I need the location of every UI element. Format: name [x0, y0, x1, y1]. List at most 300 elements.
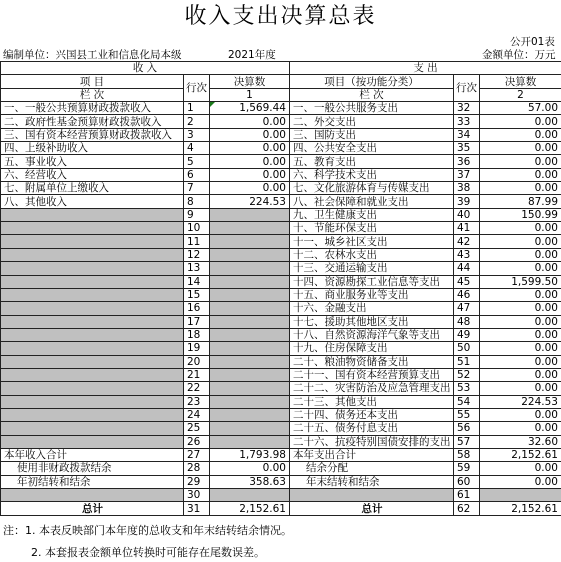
fiscal-year: 2021年度 — [228, 49, 276, 61]
expenditure-item-text: 本年支出合计 — [293, 449, 356, 462]
income-item-text: 总计 — [82, 502, 103, 515]
income-item-text: 使用非财政拨款结余 — [17, 462, 112, 475]
income-item — [1, 368, 184, 381]
income-item — [1, 408, 184, 421]
expenditure-item-text: 十四、资源勘探工业信息等支出 — [293, 275, 440, 288]
expenditure-line-number — [454, 182, 480, 195]
table-row — [1, 222, 561, 235]
income-item — [1, 248, 184, 261]
expenditure-amount-text: 0.00 — [534, 369, 558, 382]
income-amount — [210, 182, 290, 195]
expenditure-line-number — [454, 382, 480, 395]
income-line-number-text: 1 — [187, 102, 194, 115]
expenditure-amount-header: 决算数 — [480, 75, 561, 88]
expenditure-line-number — [454, 222, 480, 235]
income-line-number — [184, 288, 210, 301]
expenditure-amount — [480, 435, 561, 448]
income-amount-text: 0.00 — [262, 462, 286, 475]
income-amount-text: 0.00 — [262, 182, 286, 195]
income-line-number — [184, 435, 210, 448]
income-amount — [210, 235, 290, 248]
income-line-number-text: 4 — [187, 142, 194, 155]
income-line-number — [184, 155, 210, 168]
table-row — [1, 382, 561, 395]
table-row — [1, 142, 561, 155]
expenditure-amount-text: 224.53 — [521, 395, 558, 408]
income-item — [1, 422, 184, 435]
income-line-number-text: 7 — [187, 182, 194, 195]
expenditure-amount-text: 0.00 — [534, 355, 558, 368]
income-line-number — [184, 395, 210, 408]
income-line-number-text: 14 — [187, 275, 201, 288]
income-column-number: 1 — [210, 88, 290, 101]
expenditure-amount-text: 0.00 — [534, 248, 558, 261]
expenditure-item-text: 二十四、债务还本支出 — [293, 409, 398, 422]
income-amount-text: 358.63 — [249, 475, 286, 488]
income-line-number-text: 18 — [187, 329, 201, 342]
expenditure-line-number — [454, 422, 480, 435]
table-row — [1, 128, 561, 141]
income-line-number — [184, 489, 210, 502]
expenditure-line-number — [454, 475, 480, 488]
note-2: 2. 本套报表金额单位转换时可能存在尾数误差。 — [31, 546, 265, 559]
expenditure-line-number-text: 55 — [457, 409, 471, 422]
expenditure-line-number — [454, 235, 480, 248]
expenditure-item — [290, 102, 454, 115]
income-item — [1, 182, 184, 195]
income-line-number — [184, 142, 210, 155]
income-item — [1, 382, 184, 395]
income-line-number — [184, 355, 210, 368]
expenditure-item — [290, 395, 454, 408]
expenditure-line-number — [454, 368, 480, 381]
expenditure-item-text: 年末结转和结余 — [306, 475, 380, 488]
income-amount — [210, 448, 290, 461]
expenditure-line-number-text: 35 — [457, 142, 471, 155]
expenditure-item-text: 十五、商业服务业等支出 — [293, 289, 409, 302]
income-line-number — [184, 408, 210, 421]
income-line-number-text: 20 — [187, 355, 201, 368]
income-line-number — [184, 475, 210, 488]
expenditure-amount-text: 0.00 — [534, 409, 558, 422]
compiling-unit: 编制单位：兴国县工业和信息化局本级 — [3, 49, 182, 61]
income-amount — [210, 155, 290, 168]
income-item — [1, 315, 184, 328]
expenditure-line-number-text: 42 — [457, 235, 471, 248]
income-amount-text: 224.53 — [249, 195, 286, 208]
income-item — [1, 435, 184, 448]
expenditure-line-number-text: 61 — [457, 489, 471, 502]
expenditure-item — [290, 489, 454, 502]
expenditure-item-text: 三、国防支出 — [293, 128, 356, 141]
expenditure-line-number — [454, 435, 480, 448]
table-row — [1, 475, 561, 488]
expenditure-item — [290, 275, 454, 288]
expenditure-amount — [480, 462, 561, 475]
header-row-section — [1, 62, 561, 75]
income-amount — [210, 408, 290, 421]
income-line-number-text: 21 — [187, 369, 201, 382]
table-row — [1, 288, 561, 301]
expenditure-item-text: 十一、城乡社区支出 — [293, 235, 388, 248]
income-amount — [210, 248, 290, 261]
income-line-number — [184, 168, 210, 181]
table-row — [1, 102, 561, 115]
expenditure-amount-text: 0.00 — [534, 222, 558, 235]
income-line-number-text: 30 — [187, 489, 201, 502]
income-line-number — [184, 102, 210, 115]
income-amount — [210, 275, 290, 288]
expenditure-amount-text: 150.99 — [521, 208, 558, 221]
expenditure-amount-text: 0.00 — [534, 262, 558, 275]
expenditure-amount — [480, 275, 561, 288]
income-line-number — [184, 195, 210, 208]
expenditure-item-text: 四、公共安全支出 — [293, 142, 377, 155]
income-line-number — [184, 115, 210, 128]
income-line-number — [184, 262, 210, 275]
expenditure-line-number-text: 57 — [457, 435, 471, 448]
expenditure-amount-text: 1,599.50 — [511, 275, 558, 288]
expenditure-line-number-text: 44 — [457, 262, 471, 275]
income-column-label: 栏 次 — [1, 88, 184, 101]
expenditure-amount-text: 0.00 — [534, 329, 558, 342]
income-amount — [210, 208, 290, 221]
income-amount — [210, 382, 290, 395]
expenditure-amount — [480, 342, 561, 355]
table-row — [1, 395, 561, 408]
expenditure-item — [290, 368, 454, 381]
expenditure-amount — [480, 395, 561, 408]
income-amount — [210, 195, 290, 208]
expenditure-amount-text: 2,152.61 — [511, 502, 558, 515]
expenditure-amount-text: 57.00 — [527, 102, 558, 115]
expenditure-item-text: 二、外交支出 — [293, 115, 356, 128]
expenditure-line-number — [454, 489, 480, 502]
income-item — [1, 462, 184, 475]
income-item — [1, 155, 184, 168]
expenditure-item-text: 十二、农林水支出 — [293, 248, 377, 261]
expenditure-column-number: 2 — [480, 88, 561, 101]
income-amount — [210, 475, 290, 488]
income-item — [1, 448, 184, 461]
expenditure-amount — [480, 208, 561, 221]
expenditure-amount-text: 0.00 — [534, 168, 558, 181]
income-amount — [210, 328, 290, 341]
income-line-number-text: 9 — [187, 208, 194, 221]
expenditure-item — [290, 155, 454, 168]
expenditure-line-number-text: 52 — [457, 369, 471, 382]
income-line-number-text: 22 — [187, 382, 201, 395]
expenditure-amount — [480, 262, 561, 275]
income-item — [1, 302, 184, 315]
income-item-text: 一、一般公共预算财政拨款收入 — [4, 102, 151, 115]
expenditure-item-text: 十九、住房保障支出 — [293, 342, 388, 355]
expenditure-item — [290, 222, 454, 235]
income-line-number-text: 11 — [187, 235, 201, 248]
income-item — [1, 489, 184, 502]
expenditure-item-text: 六、科学技术支出 — [293, 168, 377, 181]
note-1: 注：1. 本表反映部门本年度的总收支和年末结转结余情况。 — [3, 524, 292, 537]
expenditure-line-number-text: 33 — [457, 115, 471, 128]
expenditure-amount-text: 0.00 — [534, 142, 558, 155]
table-row — [1, 315, 561, 328]
income-item — [1, 168, 184, 181]
expenditure-item — [290, 502, 454, 515]
page-title: 收入支出决算总表 — [184, 4, 377, 29]
expenditure-amount-text: 0.00 — [534, 462, 558, 475]
expenditure-amount — [480, 489, 561, 502]
income-item — [1, 275, 184, 288]
expenditure-item-text: 二十二、灾害防治及应急管理支出 — [293, 382, 451, 395]
income-line-number-text: 19 — [187, 342, 201, 355]
income-amount — [210, 422, 290, 435]
income-amount — [210, 262, 290, 275]
table-row — [1, 462, 561, 475]
income-amount — [210, 222, 290, 235]
income-line-number-text: 5 — [187, 155, 194, 168]
table-row — [1, 328, 561, 341]
income-item-text: 八、其他收入 — [4, 195, 67, 208]
expenditure-item — [290, 475, 454, 488]
expenditure-amount — [480, 155, 561, 168]
income-line-number — [184, 315, 210, 328]
income-item — [1, 208, 184, 221]
expenditure-item — [290, 142, 454, 155]
income-line-number — [184, 275, 210, 288]
income-item — [1, 395, 184, 408]
expenditure-line-number — [454, 102, 480, 115]
income-item — [1, 115, 184, 128]
table-row — [1, 248, 561, 261]
expenditure-amount-text: 0.00 — [534, 128, 558, 141]
header-row-columns — [1, 75, 561, 88]
expenditure-amount — [480, 302, 561, 315]
expenditure-line-number — [454, 462, 480, 475]
expenditure-item-text: 结余分配 — [306, 462, 348, 475]
expenditure-line-number — [454, 355, 480, 368]
expenditure-line-number-text: 38 — [457, 182, 471, 195]
expenditure-line-number-text: 58 — [457, 449, 471, 462]
expenditure-line-number — [454, 328, 480, 341]
expenditure-amount — [480, 182, 561, 195]
income-line-number — [184, 302, 210, 315]
income-item — [1, 102, 184, 115]
expenditure-amount-text: 0.00 — [534, 382, 558, 395]
expenditure-line-number — [454, 342, 480, 355]
expenditure-line-number — [454, 142, 480, 155]
income-amount — [210, 462, 290, 475]
income-amount-text: 0.00 — [262, 142, 286, 155]
expenditure-line-number-text: 49 — [457, 329, 471, 342]
income-amount — [210, 142, 290, 155]
income-line-number — [184, 342, 210, 355]
income-amount — [210, 115, 290, 128]
income-amount — [210, 368, 290, 381]
income-expenditure-table — [0, 61, 561, 516]
income-line-number — [184, 462, 210, 475]
income-amount — [210, 435, 290, 448]
income-line-number — [184, 502, 210, 515]
income-item-text: 五、事业收入 — [4, 155, 67, 168]
expenditure-amount — [480, 448, 561, 461]
table-row — [1, 408, 561, 421]
expenditure-item-text: 十七、援助其他地区支出 — [293, 315, 409, 328]
table-row — [1, 355, 561, 368]
income-item-text: 本年收入合计 — [4, 449, 67, 462]
expenditure-item — [290, 302, 454, 315]
expenditure-amount-text: 0.00 — [534, 342, 558, 355]
form-number: 公开01表 — [510, 36, 555, 48]
expenditure-item — [290, 262, 454, 275]
income-amount-header: 决算数 — [210, 75, 290, 88]
expenditure-line-number-text: 50 — [457, 342, 471, 355]
income-line-number-text: 12 — [187, 248, 201, 261]
expenditure-line-number — [454, 502, 480, 515]
expenditure-line-number — [454, 115, 480, 128]
expenditure-item-text: 二十五、债务付息支出 — [293, 422, 398, 435]
income-section-header: 收 入 — [1, 62, 290, 75]
income-amount — [210, 102, 290, 115]
expenditure-amount — [480, 248, 561, 261]
income-item — [1, 142, 184, 155]
expenditure-item — [290, 168, 454, 181]
expenditure-amount — [480, 475, 561, 488]
income-amount — [210, 288, 290, 301]
income-line-number-text: 28 — [187, 462, 201, 475]
income-line-number-text: 25 — [187, 422, 201, 435]
expenditure-item-text: 二十六、抗疫特别国债安排的支出 — [293, 435, 451, 448]
expenditure-item-text: 八、社会保障和就业支出 — [293, 195, 409, 208]
expenditure-line-number-text: 59 — [457, 462, 471, 475]
income-item-header: 项 目 — [1, 75, 184, 88]
table-row — [1, 502, 561, 515]
expenditure-item — [290, 128, 454, 141]
expenditure-line-number-text: 43 — [457, 248, 471, 261]
expenditure-line-number-text: 46 — [457, 289, 471, 302]
expenditure-line-number-text: 32 — [457, 102, 471, 115]
expenditure-item-text: 十八、自然资源海洋气象等支出 — [293, 329, 440, 342]
table-row — [1, 235, 561, 248]
expenditure-line-number-text: 36 — [457, 155, 471, 168]
income-line-number-text: 24 — [187, 409, 201, 422]
table-row — [1, 155, 561, 168]
table-row — [1, 368, 561, 381]
expenditure-line-number-text: 54 — [457, 395, 471, 408]
table-row — [1, 435, 561, 448]
expenditure-amount — [480, 168, 561, 181]
expenditure-amount-text: 0.00 — [534, 115, 558, 128]
income-item — [1, 128, 184, 141]
expenditure-amount — [480, 128, 561, 141]
expenditure-amount-text: 0.00 — [534, 315, 558, 328]
expenditure-amount — [480, 315, 561, 328]
income-amount-text: 0.00 — [262, 155, 286, 168]
income-item-text: 二、政府性基金预算财政拨款收入 — [4, 115, 162, 128]
income-amount — [210, 502, 290, 515]
expenditure-amount-text: 0.00 — [534, 302, 558, 315]
expenditure-amount — [480, 288, 561, 301]
table-row — [1, 275, 561, 288]
expenditure-item-text: 十六、金融支出 — [293, 302, 367, 315]
expenditure-item-header: 项目（按功能分类） — [290, 75, 454, 88]
income-amount-text: 2,152.61 — [239, 502, 286, 515]
expenditure-amount-text: 32.60 — [527, 435, 558, 448]
expenditure-line-header: 行次 — [454, 75, 480, 102]
income-item — [1, 262, 184, 275]
expenditure-item — [290, 462, 454, 475]
expenditure-amount — [480, 235, 561, 248]
expenditure-line-number-text: 56 — [457, 422, 471, 435]
expenditure-line-number-text: 40 — [457, 208, 471, 221]
income-item-text: 年初结转和结余 — [17, 475, 91, 488]
expenditure-line-number-text: 53 — [457, 382, 471, 395]
income-line-number — [184, 448, 210, 461]
expenditure-amount-text: 0.00 — [534, 155, 558, 168]
expenditure-item — [290, 208, 454, 221]
table-row — [1, 168, 561, 181]
expenditure-line-number — [454, 315, 480, 328]
expenditure-line-number-text: 62 — [457, 502, 471, 515]
income-line-number-text: 6 — [187, 168, 194, 181]
expenditure-column-label: 栏 次 — [290, 88, 454, 101]
income-line-number-text: 13 — [187, 262, 201, 275]
income-line-number — [184, 422, 210, 435]
income-line-number — [184, 208, 210, 221]
table-row — [1, 195, 561, 208]
income-item-text: 四、上级补助收入 — [4, 142, 88, 155]
expenditure-line-number — [454, 302, 480, 315]
income-line-number-text: 26 — [187, 435, 201, 448]
expenditure-amount — [480, 502, 561, 515]
expenditure-item-text: 十三、交通运输支出 — [293, 262, 388, 275]
table-row — [1, 115, 561, 128]
expenditure-line-number — [454, 275, 480, 288]
income-line-number — [184, 382, 210, 395]
expenditure-item — [290, 315, 454, 328]
income-line-number-text: 3 — [187, 128, 194, 141]
expenditure-line-number-text: 34 — [457, 128, 471, 141]
expenditure-amount — [480, 408, 561, 421]
expenditure-item — [290, 342, 454, 355]
expenditure-line-number — [454, 448, 480, 461]
expenditure-item — [290, 248, 454, 261]
expenditure-item-text: 九、卫生健康支出 — [293, 208, 377, 221]
income-item-text: 六、经营收入 — [4, 168, 67, 181]
expenditure-item-text: 二十、粮油物资储备支出 — [293, 355, 409, 368]
expenditure-line-number — [454, 195, 480, 208]
income-item — [1, 328, 184, 341]
income-amount — [210, 489, 290, 502]
income-amount — [210, 128, 290, 141]
income-line-number — [184, 368, 210, 381]
income-amount — [210, 168, 290, 181]
income-item-text: 七、附属单位上缴收入 — [4, 182, 109, 195]
expenditure-line-number — [454, 155, 480, 168]
expenditure-amount — [480, 195, 561, 208]
expenditure-amount-text: 0.00 — [534, 182, 558, 195]
expenditure-item-text: 一、一般公共服务支出 — [293, 102, 398, 115]
expenditure-line-number-text: 60 — [457, 475, 471, 488]
expenditure-item-text: 二十一、国有资本经营预算支出 — [293, 369, 440, 382]
income-item-text: 三、国有资本经营预算财政拨款收入 — [4, 128, 172, 141]
table-row — [1, 182, 561, 195]
expenditure-item — [290, 448, 454, 461]
income-item — [1, 355, 184, 368]
expenditure-item-text: 总计 — [361, 502, 383, 515]
income-line-number-text: 15 — [187, 289, 201, 302]
income-item — [1, 475, 184, 488]
expenditure-line-number-text: 48 — [457, 315, 471, 328]
